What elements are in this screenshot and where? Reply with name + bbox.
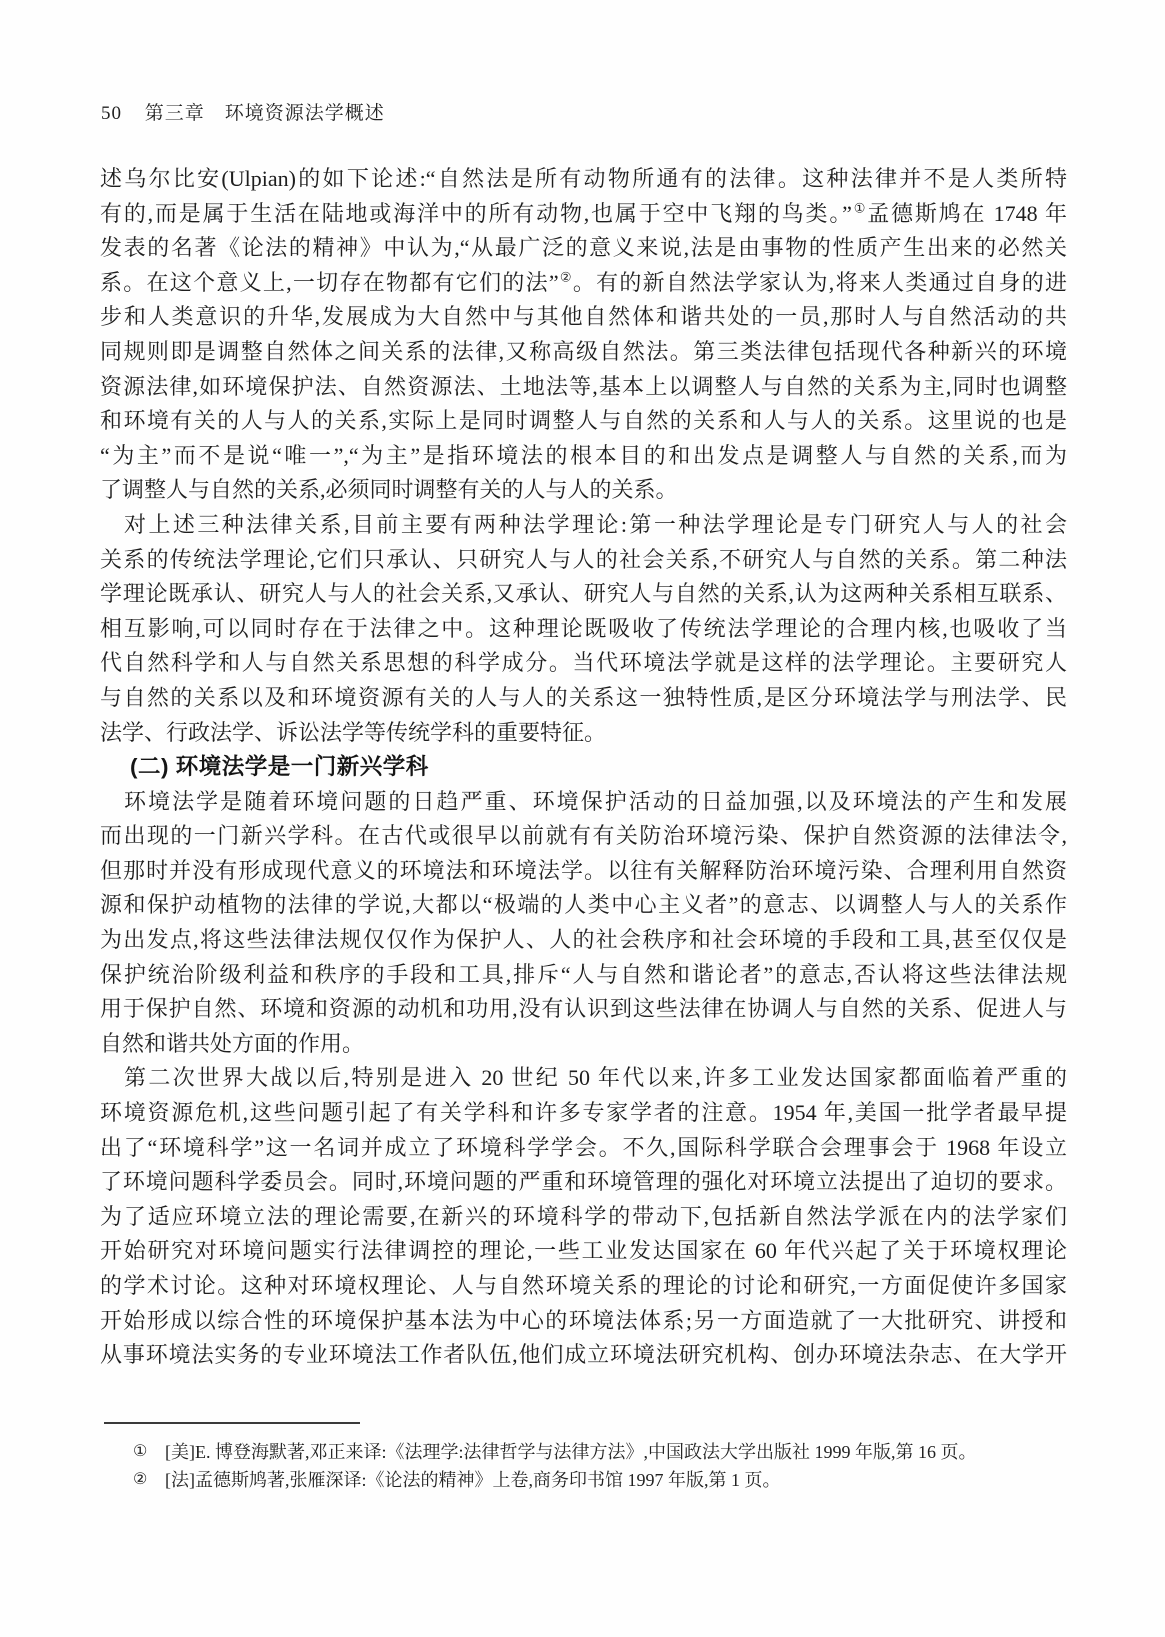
body-text-line: 对上述三种法律关系,目前主要有两种法学理论:第一种法学理论是专门研究人与人的社会 (124, 511, 1067, 537)
body-text-line: 环境法学是随着环境问题的日趋严重、环境保护活动的日益加强,以及环境法的产生和发展 (124, 788, 1067, 814)
page-number: 50 (101, 103, 122, 124)
footnote-reference: ① (851, 200, 868, 216)
body-text-line: 系。在这个意义上,一切存在物都有它们的法”②。有的新自然法学家认为,将来人类通过自身的进 (100, 269, 1067, 295)
chapter-title: 第三章 环境资源法学概述 (144, 103, 385, 124)
footnote-marker: ② (133, 1471, 148, 1488)
body-text-line: 和环境有关的人与人的关系,实际上是同时调整人与自然的关系和人与人的关系。这里说的也是 (100, 408, 1067, 434)
body-text-line: 关系的传统法学理论,它们只承认、只研究人与人的社会关系,不研究人与自然的关系。第二种法 (100, 546, 1067, 572)
body-text-line: 学理论既承认、研究人与人的社会关系,又承认、研究人与自然的关系,认为这两种关系相互联系、 (100, 581, 1067, 607)
body-text-line: 开始形成以综合性的环境保护基本法为中心的环境法体系;另一方面造就了一大批研究、讲授和 (100, 1307, 1067, 1333)
body-text-line: 从事环境法实务的专业环境法工作者队伍,他们成立环境法研究机构、创办环境法杂志、在大学开 (100, 1342, 1067, 1368)
body-text-line: 用于保护自然、环境和资源的动机和功用,没有认识到这些法律在协调人与自然的关系、促进人与 (100, 996, 1067, 1022)
footnotes (133, 1438, 1073, 1494)
footnote (133, 1466, 1073, 1494)
body-text-line: 有的,而是属于生活在陆地或海洋中的所有动物,也属于空中飞翔的鸟类。”①孟德斯鸠在 1748 年 (100, 200, 1067, 226)
footnote-reference: ② (558, 269, 573, 285)
footnote-marker: ① (133, 1443, 148, 1460)
body-text-line: 而出现的一门新兴学科。在古代或很早以前就有有关防治环境污染、保护自然资源的法律法令, (100, 823, 1067, 849)
body-text-line: 同规则即是调整自然体之间关系的法律,又称高级自然法。第三类法律包括现代各种新兴的环境 (100, 338, 1067, 364)
body-text-line: 但那时并没有形成现代意义的环境法和环境法学。以往有关解释防治环境污染、合理利用自然资 (100, 857, 1067, 883)
body-text-line: 出了“环境科学”这一名词并成立了环境科学学会。不久,国际科学联合会理事会于 1968 年设立 (100, 1134, 1067, 1160)
body-text-line: 与自然的关系以及和环境资源有关的人与人的关系这一独特性质,是区分环境法学与刑法学、民 (100, 684, 1067, 710)
body-text-line: 了环境问题科学委员会。同时,环境问题的严重和环境管理的强化对环境立法提出了迫切的要求。 (100, 1169, 1067, 1195)
body-text-line: 资源法律,如环境保护法、自然资源法、土地法等,基本上以调整人与自然的关系为主,同时也调整 (100, 373, 1067, 399)
body-text-line: 为了适应环境立法的理论需要,在新兴的环境科学的带动下,包括新自然法学派在内的法学家们 (100, 1203, 1067, 1229)
body-text-line: 相互影响,可以同时存在于法律之中。这种理论既吸收了传统法学理论的合理内核,也吸收了当 (100, 615, 1067, 641)
body-text-line: 自然和谐共处方面的作用。 (100, 1030, 365, 1056)
body-text-line: 环境资源危机,这些问题引起了有关学科和许多专家学者的注意。1954 年,美国一批学者最早提 (100, 1100, 1067, 1126)
body-text-line: 法学、行政法学、诉讼法学等传统学科的重要特征。 (100, 719, 607, 745)
page-header (101, 98, 385, 125)
footnote-separator (104, 1422, 360, 1424)
body-text-line: “为主”而不是说“唯一”,“为主”是指环境法的根本目的和出发点是调整人与自然的关系,而为 (100, 442, 1067, 468)
body-text-line: 保护统治阶级利益和秩序的手段和工具,排斥“人与自然和谐论者”的意志,否认将这些法律法规 (100, 961, 1067, 987)
body-text-line: 为出发点,将这些法律法规仅仅作为保护人、人的社会秩序和社会环境的手段和工具,甚至仅仅是 (100, 927, 1067, 953)
body-text-line: 源和保护动植物的法律的学说,大都以“极端的人类中心主义者”的意志、以调整人与人的关系作 (100, 892, 1067, 918)
body-text-line: 开始研究对环境问题实行法律调控的理论,一些工业发达国家在 60 年代兴起了关于环境权理论 (100, 1238, 1067, 1264)
body-text-line: 述乌尔比安(Ulpian)的如下论述:“自然法是所有动物所通有的法律。这种法律并不是人类所特 (100, 166, 1067, 191)
footnote (133, 1438, 1073, 1466)
footnote-text: [美]E. 博登海默著,邓正来译:《法理学:法律哲学与法律方法》,中国政法大学出版社 1999 年版,第 16 页。 (165, 1442, 977, 1462)
body-text-line: 了调整人与自然的关系,必须同时调整有关的人与人的关系。 (100, 477, 678, 503)
body-text-line: 第二次世界大战以后,特别是进入 20 世纪 50 年代以来,许多工业发达国家都面临着严重的 (124, 1065, 1067, 1091)
body-text-line: 代自然科学和人与自然关系思想的科学成分。当代环境法学就是这样的法学理论。主要研究人 (100, 650, 1067, 676)
footnote-text: [法]孟德斯鸠著,张雁深译:《论法的精神》上卷,商务印书馆 1997 年版,第 1 页。 (165, 1470, 781, 1490)
body-text (100, 162, 1067, 1373)
section-heading: (二) 环境法学是一门新兴学科 (130, 754, 429, 780)
body-text-line: 步和人类意识的升华,发展成为大自然中与其他自然体和谐共处的一员,那时人与自然活动的共 (100, 304, 1067, 330)
body-text-line: 的学术讨论。这种对环境权理论、人与自然环境关系的理论的讨论和研究,一方面促使许多国家 (100, 1273, 1067, 1298)
body-text-line: 发表的名著《论法的精神》中认为,“从最广泛的意义来说,法是由事物的性质产生出来的必然关 (100, 235, 1067, 261)
